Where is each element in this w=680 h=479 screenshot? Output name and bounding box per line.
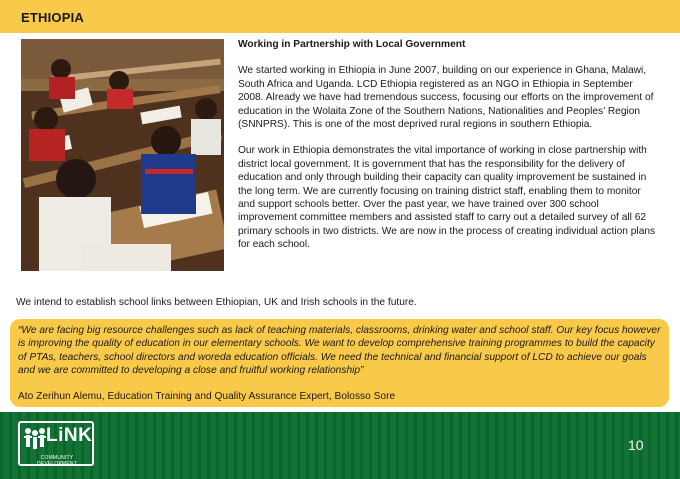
quote-text: “We are facing big resource challenges such as lack of teaching materials, classrooms, drinking water and school staff. Our key focus however is improving the quality of education in our elementary schools. We want to develop comprehensive training programmes to build the capacity of PTAs, teachers, school directors and woreda education officials. We need the technical and financial support of LCD to achieve our goals and we are committed to developing a close and fruitful working relationship” xyxy=(18,325,661,376)
paragraph-partnership: Our work in Ethiopia demonstrates the vital importance of working in close partnership with district local government. It is government that has the responsibility for the delivery of education and only through building their capacity can quality improvement be sustained in the long term. We are currently focusing on training district staff, enabling them to monitor and support schools better. Over the past year, we have trained over 300 school improvement committee members and assisted staff to carry out a detailed survey of all 62 primary schools in two districts. We are now in the process of creating individual action plans for each school. xyxy=(238,145,656,251)
page-title: ETHIOPIA xyxy=(21,10,84,25)
page-number: 10 xyxy=(628,437,644,453)
main-text-column xyxy=(238,38,658,265)
quote-box xyxy=(10,319,669,407)
logo-tagline: COMMUNITY DEVELOPMENT xyxy=(37,455,77,467)
section-heading: Working in Partnership with Local Government xyxy=(238,39,466,50)
quote-author: Ato Zerihun Alemu, Education Training and Quality Assurance Expert, Bolosso Sore xyxy=(18,391,396,403)
classroom-photo xyxy=(21,39,224,271)
paragraph-history: We started working in Ethiopia in June 2007, building on our experience in Ghana, Malawi, South Africa and Uganda. LCD Ethiopia registered as an NGO in Ethiopia in September 2008. Already we have had tremendous success, focusing our efforts on the improvement of education in the Wolaita Zone of the Southern Nations, Nationalities and Peoples’ Region (SNNPRS). This is one of the most deprived rural regions in southern Ethiopia. xyxy=(238,65,654,131)
classroom-illustration xyxy=(21,39,224,271)
header-bar xyxy=(0,0,680,33)
link-logo xyxy=(18,421,94,466)
closing-statement: We intend to establish school links between Ethiopian, UK and Irish schools in the future. xyxy=(16,297,417,308)
footer-band xyxy=(0,412,680,479)
people-icon xyxy=(23,427,47,455)
logo-wordmark: LiNK xyxy=(46,425,93,446)
